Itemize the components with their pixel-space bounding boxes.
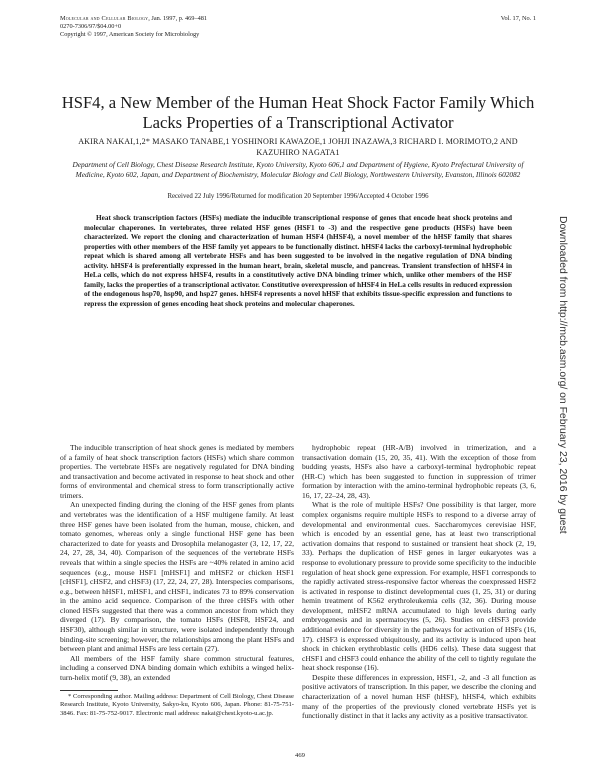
- download-watermark: Downloaded from http://mcb.asm.org/ on February 23, 2016 by guest: [557, 216, 568, 534]
- body-column-left: [60, 443, 294, 682]
- paragraph: An unexpected finding during the cloning of the HSF genes from plants and vertebrates was the identification of a HSF multigene family. At least three HSF genes have been isolated from the human, mouse, chicken, and tomato genomes, whereas only a single functional HSF gene has been characterized to date for yeasts and Drosophila melanogaster (3, 12, 17, 22, 24, 27, 28, 34, 40). Comparison of the sequences of the vertebrate HSFs reveals that within a single species the HSFs are ~40% related in amino acid sequences (e.g., mouse HSF1 [mHSF1] and mHSF2 or chicken HSF1 [cHSF1], cHSF2, and cHSF3) (17, 22, 24, 27, 28). Interspecies comparisons, e.g., between hHSF1, mHSF1, and cHSF1, indicates 73 to 89% conservation in the amino acid sequence. Comparison of the three cHSFs with other cloned HSFs suggested that there was a common ancestor from which they diverged (17). By comparison, the tomato HSFs (HSF8, HSF24, and HSF30), although similar in structure, were isolated independently through binding-site screening; however, the relationships among the plant HSFs and between plant and animal HSFs are less certain (27).: [60, 500, 294, 654]
- abstract: Heat shock transcription factors (HSFs) mediate the inducible transcriptional response of genes that encode heat shock proteins and molecular chaperones. In vertebrates, three related HSF genes (HSF1 to -3) and the respective gene products (HSFs) have been characterized. We report the cloning and characterization of human HSF4 (hHSF4), a novel member of the hHSF family that shares properties with other members of the HSF family yet appears to be functionally distinct. hHSF4 lacks the carboxyl-terminal hydrophobic repeat which is shared among all vertebrate HSFs and has been suggested to be involved in the negative regulation of DNA binding activity. hHSF4 is preferentially expressed in the human heart, brain, skeletal muscle, and pancreas. Transient transfection of hHSF4 in HeLa cells, which do not express hHSF4, results in a constitutively active DNA binding trimer which, unlike other members of the HSF family, lacks the properties of a transcriptional activator. Constitutive overexpression of hHSF4 in HeLa cells results in reduced expression of the endogenous hsp70, hsp90, and hsp27 genes. hHSF4 represents a novel hHSF that exhibits tissue-specific expression and functions to repress the expression of genes encoding heat shock proteins and molecular chaperones.: [84, 214, 512, 308]
- issue-date-pages: , Jan. 1997, p. 469–481: [148, 15, 208, 22]
- corresponding-author-footnote: * Corresponding author. Mailing address: Department of Cell Biology, Chest Disease Research Institute, Kyoto University, Sakyo-ku, Kyoto 606, Japan. Phone: 81-75-751-3846. Fax: 81-75-752-9017. Electronic mail address: nakai@chest.kyoto-u.ac.jp.: [60, 693, 294, 717]
- affiliations: Department of Cell Biology, Chest Disease Research Institute, Kyoto University, Kyoto 606,1 and Department of Hygiene, Kyoto Prefectural University of Medicine, Kyoto 602, Japan, and Department of Biochemistry, Molecular Biology and Cell Biology, Northwestern University, Evanston, Illinois 602082: [72, 160, 524, 180]
- received-dates: Received 22 July 1996/Returned for modification 20 September 1996/Accepted 4 October 1996: [167, 193, 429, 200]
- paragraph: All members of the HSF family share common structural features, including a conserved DNA binding domain which exhibits a winged helix-turn-helix motif (9, 38), an extended: [60, 653, 294, 682]
- author-list: AKIRA NAKAI,1,2* MASAKO TANABE,1 YOSHINORI KAWAZOE,1 JOHJI INAZAWA,3 RICHARD I. MORIMOTO,2 AND KAZUHIRO NAGATA1: [78, 137, 518, 157]
- body-column-right: [302, 443, 536, 721]
- issn: 0270-7306/97/$04.00+0: [60, 23, 122, 31]
- paragraph: Despite these differences in expression, HSF1, -2, and -3 all function as positive activators of transcription. In this paper, we describe the cloning and characterization of a novel human HSF (hHSF), hHSF4, which exhibits many of the properties of the previously cloned vertebrate HSFs yet is functionally distinct in that it lacks any activity as a positive transactivator.: [302, 672, 536, 721]
- article-title: HSF4, a New Member of the Human Heat Shock Factor Family Which Lacks Properties of a Transcriptional Activator: [61, 93, 535, 132]
- paragraph: What is the role of multiple HSFs? One possibility is that larger, more complex organisms require multiple HSFs to respond to a diverse array of developmental and environmental cues. Saccharomyces cerevisiae HSF, which is encoded by an essential gene, has at least two transcriptional activation domains that respond to sustained or transient heat shock (2, 19, 33). Perhaps the duplication of HSF genes in larger eukaryotes was a response to evolutionary pressure to provide some specificity to the inducible regulation of heat shock gene expression. For example, HSF1 corresponds to the rapidly activated stress-responsive factor whereas the coexpressed HSF2 is activated in response to distinct developmental cues (1, 25, 31) or during hemin treatment of K562 erythroleukemia cells (32, 36). During mouse development, mHSF2 mRNA accumulated to high levels during early embryogenesis and in spermatocytes (5, 26). Studies on cHSF3 provide additional evidence for diversity in the pathways for activation of HSFs (16, 17). cHSF3 is expressed ubiquitously, and its activity is induced upon heat shock in chicken erythroblastic cells (HD6 cells). These data suggest that cHSF1 and cHSF3 could enhance the ability of the cell to tightly regulate the heat shock response (16).: [302, 500, 536, 673]
- running-header: [60, 15, 207, 40]
- paragraph: hydrophobic repeat (HR-A/B) involved in trimerization, and a transactivation domain (15, 20, 35, 41). With the exception of those from budding yeasts, HSFs also have a carboxyl-terminal hydrophobic repeat (HR-C) which has been suggested to function in suppression of trimer formation by interaction with the amino-terminal hydrophobic repeats (3, 6, 16, 17, 22–24, 28, 43).: [302, 443, 536, 500]
- copyright: Copyright © 1997, American Society for Microbiology: [60, 31, 200, 39]
- volume-issue: Vol. 17, No. 1: [500, 15, 536, 22]
- journal-name: Molecular and Cellular Biology: [60, 15, 149, 22]
- paragraph: The inducible transcription of heat shock genes is mediated by members of a family of heat shock transcription factors (HSFs) which share common properties. The vertebrate HSFs are negatively regulated for DNA binding and transactivation and become activated in response to heat shock and other forms of environmental and chemical stress to form transcriptionally active trimers.: [60, 443, 294, 500]
- page-number: 469: [295, 752, 305, 759]
- footnote-divider: [60, 690, 118, 691]
